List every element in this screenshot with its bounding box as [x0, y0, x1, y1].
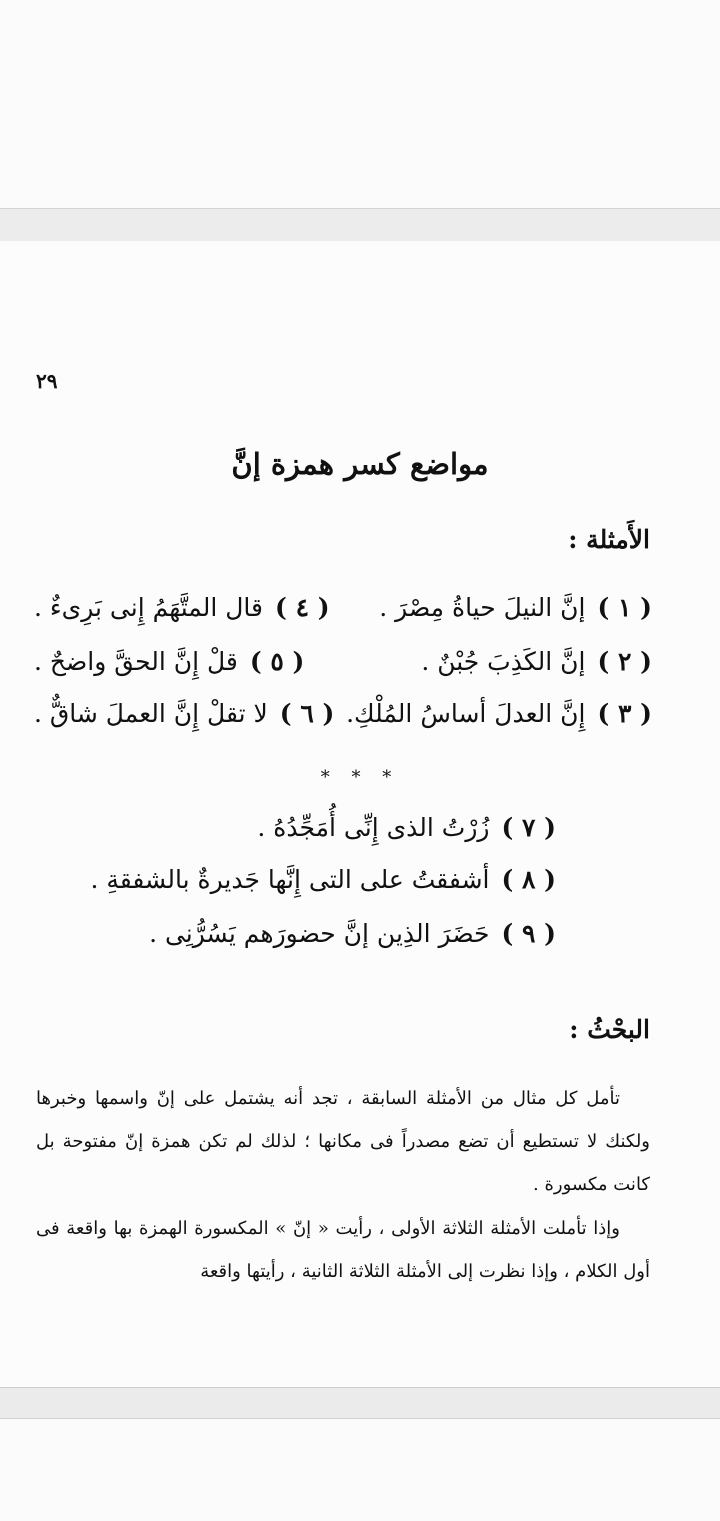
body-paragraph: وإذا تأملت الأمثلة الثلاثة الأولى ، رأيت « إنّ » المكسورة الهمزة بها واقعة فى أول الكلام ، وإذا نظرت إلى الأمثلة الثلاثة الثانية ، رأيتها واقعة: [36, 1218, 650, 1282]
example-text: إنَّ الكَذِبَ جُبْنٌ .: [421, 647, 586, 676]
example-item: [149, 919, 556, 948]
example-item: [34, 593, 330, 622]
example-text: قال المتَّهَمُ إِنى بَرِىءٌ .: [34, 593, 264, 622]
body-paragraph: تأمل كل مثال من الأمثلة السابقة ، تجد أنه يشتمل على إنّ واسمها وخبرها ولكنك لا تستطيع أن تضع مصدراً فى مكانها ؛ لذلك لم تكن همزة إنّ مفتوحة بل كانت مكسورة .: [36, 1088, 650, 1195]
examples-row: [34, 699, 652, 739]
page-gap: [0, 209, 720, 241]
example-text: زُرْتُ الذى إِنِّى أُمَجِّدُهُ .: [257, 813, 490, 842]
example-number: ( ٩ ): [501, 919, 556, 948]
example-text: أشفقتُ على التى إِنَّها جَديرةٌ بالشفقةِ .: [90, 865, 490, 894]
section-separator: * * *: [320, 767, 400, 788]
page-title: مواضع كسر همزة إنَّ: [231, 447, 489, 481]
example-text: إِنَّ العدلَ أساسُ المُلْكِ.: [346, 699, 586, 728]
next-page: [0, 1418, 720, 1521]
example-number: ( ٨ ): [501, 865, 556, 894]
previous-page: [0, 0, 720, 209]
examples-row: [34, 593, 652, 633]
example-number: ( ٦ ): [279, 699, 335, 728]
example-item: [90, 865, 556, 894]
example-number: ( ٣ ): [597, 699, 652, 728]
example-text: إنَّ النيلَ حياةُ مِصْرَ .: [379, 593, 586, 622]
example-text: حَضَرَ الذِين إنَّ حضورَهم يَسُرُّنِى .: [149, 919, 490, 948]
examples-row: [34, 647, 652, 687]
example-item: [379, 593, 652, 622]
example-text: لا تقلْ إِنَّ العملَ شاقٌّ .: [34, 699, 268, 728]
example-number: ( ٤ ): [275, 593, 330, 622]
discussion-heading: البحْثُ :: [569, 1015, 650, 1044]
example-item: [34, 699, 334, 728]
page-number: ٢٩: [36, 369, 58, 393]
example-text: قلْ إِنَّ الحقَّ واضحٌ .: [34, 647, 238, 676]
example-item: [346, 699, 652, 728]
example-number: ( ١ ): [597, 593, 652, 622]
example-number: ( ٥ ): [249, 647, 305, 676]
example-number: ( ٢ ): [597, 647, 652, 676]
example-item: [34, 647, 304, 676]
examples-heading: الأَمثلة :: [568, 525, 650, 554]
document-page[interactable]: [0, 241, 720, 1388]
example-number: ( ٧ ): [501, 813, 556, 842]
example-item: [257, 813, 556, 842]
example-item: [421, 647, 652, 676]
